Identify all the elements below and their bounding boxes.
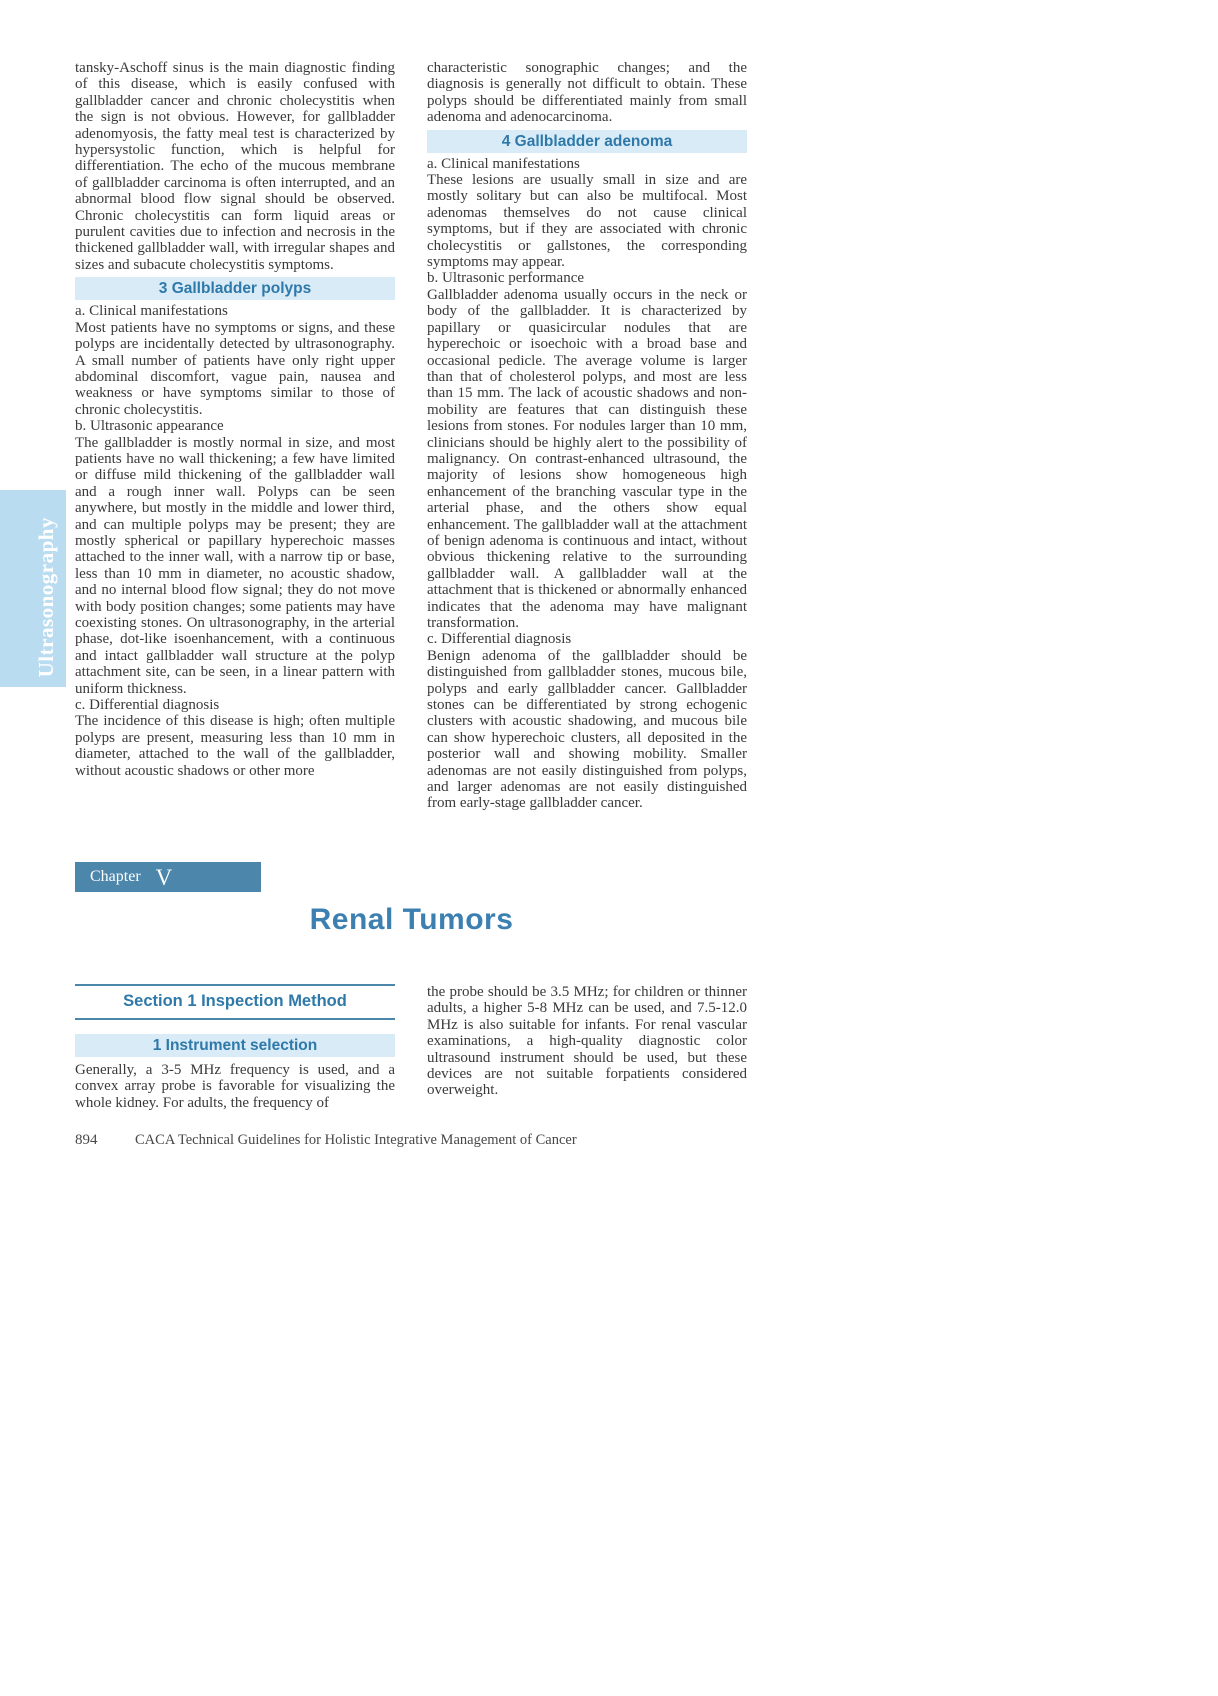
left-column [75, 60, 395, 812]
chapter-numeral: V [155, 864, 173, 890]
clinical-manifestations-label: a. Clinical manifestations [427, 155, 580, 172]
instrument-selection-text-left: Generally, a 3-5 MHz frequency is used, and a convex array probe is favorable for visualizing the whole kidney. For adults, the frequency of [75, 1062, 395, 1111]
clinical-manifestations-label: a. Clinical manifestations [75, 303, 228, 320]
footer-book-title: CACA Technical Guidelines for Holistic Integrative Management of Cancer [135, 1132, 577, 1148]
left-column [75, 984, 395, 1111]
ultrasonic-performance-text: Gallbladder adenoma usually occurs in the neck or body of the gallbladder. It is characterized by papillary or quasicircular nodules that are hyperechoic or isoechoic with a broad base and occasional pedicle. The average volume is larger than that of cholesterol polyps, and most are less than 15 mm. The lack of acoustic shadows and non-mobility are features that can distinguish these lesions from stones. For nodules larger than 10 mm, clinicians should be highly alert to the possibility of malignancy. On contrast-enhanced ultrasound, the majority of lesions show homogeneous high enhancement of the branching vascular type in the arterial phase, and the others show equal enhancement. The gallbladder wall at the attachment of benign adenoma is continuous and intact, without obvious thickening relative to the surrounding gallbladder wall. A gallbladder wall at the attachment that is thickened or abnormally enhanced indicates that the adenoma may have malignant transformation. [427, 286, 747, 631]
ultrasonic-performance-label: b. Ultrasonic performance [427, 270, 585, 287]
right-column [427, 60, 747, 812]
differential-diagnosis-label: c. Differential diagnosis [75, 697, 220, 714]
subsection-heading-instrument-selection: 1 Instrument selection [75, 1034, 395, 1057]
continuation-paragraph: characteristic sonographic changes; and the diagnosis is generally not difficult to obtain. These polyps should be differentiated mainly from small adenoma and adenocarcinoma. [427, 60, 747, 126]
renal-tumors-section [75, 984, 748, 1111]
page-number: 894 [75, 1132, 98, 1148]
clinical-manifestations-text: Most patients have no symptoms or signs, and these polyps are incidentally detected by ultrasonography. A small number of patients have only right upper abdominal discomfort, vague pain, nausea and weakness or have symptoms similar to those of chronic cholecystitis. [75, 319, 395, 418]
ultrasonic-appearance-text: The gallbladder is mostly normal in size, and most patients have no wall thickening; a few have limited or diffuse mild thickening of the gallbladder wall and a rough inner wall. Polyps can be seen anywhere, but mostly in the middle and lower third, and can multiple polyps may be present; they are mostly spherical or papillary hyperechoic masses attached to the inner wall, with a narrow tip or base, less than 10 mm in diameter, no acoustic shadow, and no internal blood flow signal; they do not move with body position changes; some patients may have coexisting stones. On ultrasonography, in the arterial phase, dot-like isoenhancement, with a continuous and intact gallbladder wall structure at the polyp attachment site, can be seen, in a linear pattern with uniform thickness. [75, 434, 395, 697]
subsection-heading-gallbladder-polyps: 3 Gallbladder polyps [75, 277, 395, 300]
continuation-paragraph: tansky-Aschoff sinus is the main diagnostic finding of this disease, which is easily confused with gallbladder cancer and chronic cholecystitis when the sign is not obvious. However, for gallbladder adenomyosis, the fatty meal test is characterized by hypersystolic function, which is helpful for differentiation. The echo of the mucous membrane of gallbladder carcinoma is often interrupted, and an abnormal blood flow signal should be observed. Chronic cholecystitis can form liquid areas or purulent cavities due to infection and necrosis in the thickened gallbladder wall, with irregular shapes and sizes and subacute cholecystitis symptoms. [75, 60, 395, 273]
page-footer [75, 1132, 748, 1149]
differential-diagnosis-label: c. Differential diagnosis [427, 631, 572, 648]
side-tab-label: Ultrasonography [34, 516, 58, 677]
section-heading-inspection-method: Section 1 Inspection Method [75, 984, 395, 1020]
gallbladder-section [75, 60, 748, 812]
clinical-manifestations-text: These lesions are usually small in size and are mostly solitary but can also be multifocal. Most adenomas themselves do not cause clinical symptoms, but if they are associated with chronic cholecystitis or gallstones, the corresponding symptoms may appear. [427, 172, 747, 271]
chapter-title: Renal Tumors [309, 903, 514, 936]
ultrasonic-appearance-label: b. Ultrasonic appearance [75, 418, 224, 435]
instrument-selection-text-right: the probe should be 3.5 MHz; for children or thinner adults, a higher 5-8 MHz can be used, and 7.5-12.0 MHz is also suitable for infants. For renal vascular examinations, a high-quality diagnostic color ultrasound instrument should be used, but these devices are not suitable forpatients considered overweight. [427, 984, 747, 1099]
differential-diagnosis-text: The incidence of this disease is high; often multiple polyps are present, measuring less than 10 mm in diameter, attached to the wall of the gallbladder, without acoustic shadows or other more [75, 713, 395, 779]
chapter-number-box [75, 862, 261, 892]
chapter-edge-tab [0, 490, 66, 687]
chapter-word: Chapter [90, 868, 141, 885]
right-column [427, 984, 747, 1111]
differential-diagnosis-text: Benign adenoma of the gallbladder should be distinguished from gallbladder stones, mucous bile, polyps and early gallbladder cancer. Gallbladder stones can be differentiated by strong echogenic clusters with acoustic shadowing, and mucous bile can show hyperechoic clusters, all deposited in the posterior wall and showing mobility. Smaller adenomas are not easily distinguished from polyps, and larger adenomas are not easily distinguished from early-stage gallbladder cancer. [427, 647, 747, 812]
subsection-heading-gallbladder-adenoma: 4 Gallbladder adenoma [427, 130, 747, 153]
